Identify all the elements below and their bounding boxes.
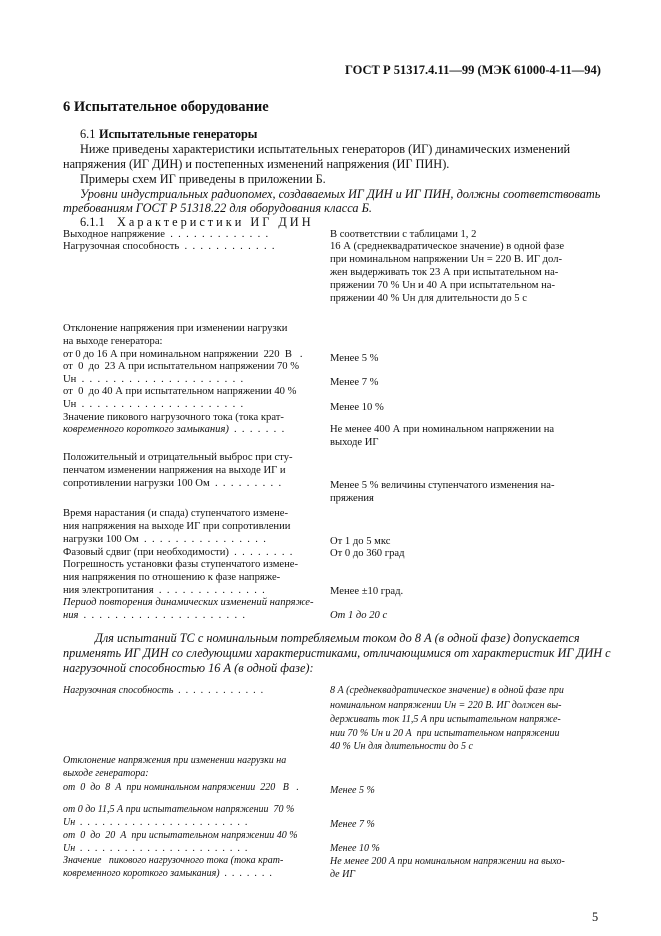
table1-right-line: пряжении 40 % Uн для длительности до 5 с <box>330 293 527 304</box>
paragraph-line: Уровни индустриальных радиопомех, создаваемых ИГ ДИН и ИГ ПИН, должны соответствовать <box>80 187 601 201</box>
table2-left-line: Нагрузочная способность . . . . . . . . . . . . <box>63 685 264 696</box>
paragraph-line: Примеры схем ИГ приведены в приложении Б. <box>80 172 326 186</box>
note-line: нагрузочной способностью 16 А (в одной фазе): <box>63 661 314 675</box>
table2-right-line: Менее 7 % <box>330 819 375 830</box>
table2-left-line: Значение пикового нагрузочного тока (тока крат- <box>63 855 284 866</box>
table1-right-line: Не менее 400 А при номинальном напряжении на <box>330 424 555 435</box>
table2-left-line: ковременного короткого замыкания) . . . . . . . <box>63 868 273 879</box>
section-title: 6 Испытательное оборудование <box>63 99 269 115</box>
paragraph-line: Ниже приведены характеристики испытательных генераторов (ИГ) динамических изменений <box>80 142 571 156</box>
table1-left-line: Период повторения динамических изменений напряже- <box>63 597 314 608</box>
table2-right-line: де ИГ <box>330 869 356 880</box>
table2-right-line: нии 70 % Uн и 20 А при испытательном напряжении <box>330 728 560 739</box>
table1-right-line: Менее 5 % величины ступенчатого изменения на- <box>330 480 555 491</box>
table1-right-line: Менее 10 % <box>330 402 384 413</box>
table1-right-line: В соответствии с таблицами 1, 2 <box>330 229 477 240</box>
table2-right-line: держивать ток 11,5 А при испытательном напряже- <box>330 714 561 725</box>
table1-right-line: Менее ±10 град. <box>330 586 404 597</box>
table2-left-line: выходе генератора: <box>63 768 149 779</box>
note-line: применять ИГ ДИН со следующими характеристиками, отличающимися от характеристик ИГ ДИН с <box>63 646 611 660</box>
table1-left-line: Uн . . . . . . . . . . . . . . . . . . . . . <box>63 374 244 385</box>
page-header: ГОСТ Р 51317.4.11—99 (МЭК 61000-4-11—94) <box>345 63 601 77</box>
table1-left-line: ния напряжения по отношению к фазе напряже- <box>63 572 281 583</box>
table2-left-line: Отклонение напряжения при изменении нагрузки на <box>63 755 287 766</box>
table1-left-line: ния напряжения на выходе ИГ при сопротивлении <box>63 521 291 532</box>
table1-left-line: ния . . . . . . . . . . . . . . . . . . . . . <box>63 610 246 621</box>
table1-left-line: Погрешность установки фазы ступенчатого измене- <box>63 559 299 570</box>
table2-left-line: Uн . . . . . . . . . . . . . . . . . . . . . . . <box>63 843 248 854</box>
table1-left-line: Нагрузочная способность . . . . . . . . . . . . <box>63 241 275 252</box>
table1-left-line: Отклонение напряжения при изменении нагрузки <box>63 323 288 334</box>
table1-left-line: на выходе генератора: <box>63 336 163 347</box>
note-line: Для испытаний ТС с номинальным потребляемым током до 8 А (в одной фазе) допускается <box>95 631 580 645</box>
table1-right-line: От 1 до 5 мкс <box>330 536 391 547</box>
table1-right-line: От 1 до 20 с <box>330 610 388 621</box>
paragraph-line: требованиям ГОСТ Р 51318.22 для оборудования класса Б. <box>63 201 372 215</box>
table1-left-line: от 0 до 23 А при испытательном напряжении 70 % <box>63 361 300 372</box>
table1-left-line: Фазовый сдвиг (при необходимости) . . . . . . . . <box>63 547 293 558</box>
table1-right-line: пряжении 70 % Uн и 40 А при испытательном на- <box>330 280 556 291</box>
table1-right-line: при номинальном напряжении Uн = 220 В. ИГ дол- <box>330 254 563 265</box>
table2-right-line: 8 А (среднеквадратическое значение) в одной фазе при <box>330 685 564 696</box>
table2-left-line: Uн . . . . . . . . . . . . . . . . . . . . . . . <box>63 817 248 828</box>
table2-left-line: от 0 до 8 А при номинальном напряжении 220 В . <box>63 782 299 793</box>
table2-right-line: Менее 5 % <box>330 785 375 796</box>
table1-left-line: Uн . . . . . . . . . . . . . . . . . . . . . <box>63 399 244 410</box>
table1-left-line: Значение пикового нагрузочного тока (тока крат- <box>63 412 284 423</box>
table1-right-line: Менее 7 % <box>330 377 379 388</box>
table2-right-line: Не менее 200 А при номинальном напряжении на выхо- <box>330 856 565 867</box>
table1-left-line: ковременного короткого замыкания) . . . . . . . <box>63 424 285 435</box>
table1-left-line: Выходное напряжение . . . . . . . . . . . . . <box>63 229 269 240</box>
table1-right-line: жен выдерживать ток 23 А при испытательном на- <box>330 267 559 278</box>
table1-right-line: пряжения <box>330 493 374 504</box>
table2-right-line: 40 % Uн для длительности до 5 с <box>330 741 473 752</box>
table1-right-line: Менее 5 % <box>330 353 379 364</box>
table1-left-line: нагрузки 100 Ом . . . . . . . . . . . . . . . . <box>63 534 266 545</box>
table1-left-line: Время нарастания (и спада) ступенчатого измене- <box>63 508 288 519</box>
subsection-title: Испытательные генераторы <box>99 127 258 141</box>
table1-left-line: от 0 до 16 А при номинальном напряжении 220 В . <box>63 349 303 360</box>
subsubsection-number: 6.1.1 <box>80 215 105 229</box>
table1-left-line: Положительный и отрицательный выброс при сту- <box>63 452 293 463</box>
table1-right-line: выходе ИГ <box>330 437 379 448</box>
table2-right-line: номинальном напряжении Uн = 220 В. ИГ должен вы- <box>330 700 562 711</box>
table2-left-line: от 0 до 20 А при испытательном напряжении 40 % <box>63 830 298 841</box>
table1-right-line: От 0 до 360 град <box>330 548 405 559</box>
table1-left-line: пенчатом изменении напряжения на выходе ИГ и <box>63 465 286 476</box>
page-number: 5 <box>592 910 599 924</box>
subsection-number: 6.1 <box>80 127 96 141</box>
paragraph-line: напряжения (ИГ ДИН) и постепенных изменений напряжения (ИГ ПИН). <box>63 157 450 171</box>
table2-right-line: Менее 10 % <box>330 843 380 854</box>
table1-right-line: 16 А (среднеквадратическое значение) в одной фазе <box>330 241 565 252</box>
table2-left-line: от 0 до 11,5 А при испытательном напряжении 70 % <box>63 804 295 815</box>
table1-left-line: ния электропитания . . . . . . . . . . . . . . <box>63 585 265 596</box>
table1-left-line: сопротивлении нагрузки 100 Ом . . . . . . . . . <box>63 478 282 489</box>
table1-left-line: от 0 до 40 А при испытательном напряжении 40 % <box>63 386 297 397</box>
subsubsection-title: Характеристики ИГ ДИН <box>117 215 314 229</box>
